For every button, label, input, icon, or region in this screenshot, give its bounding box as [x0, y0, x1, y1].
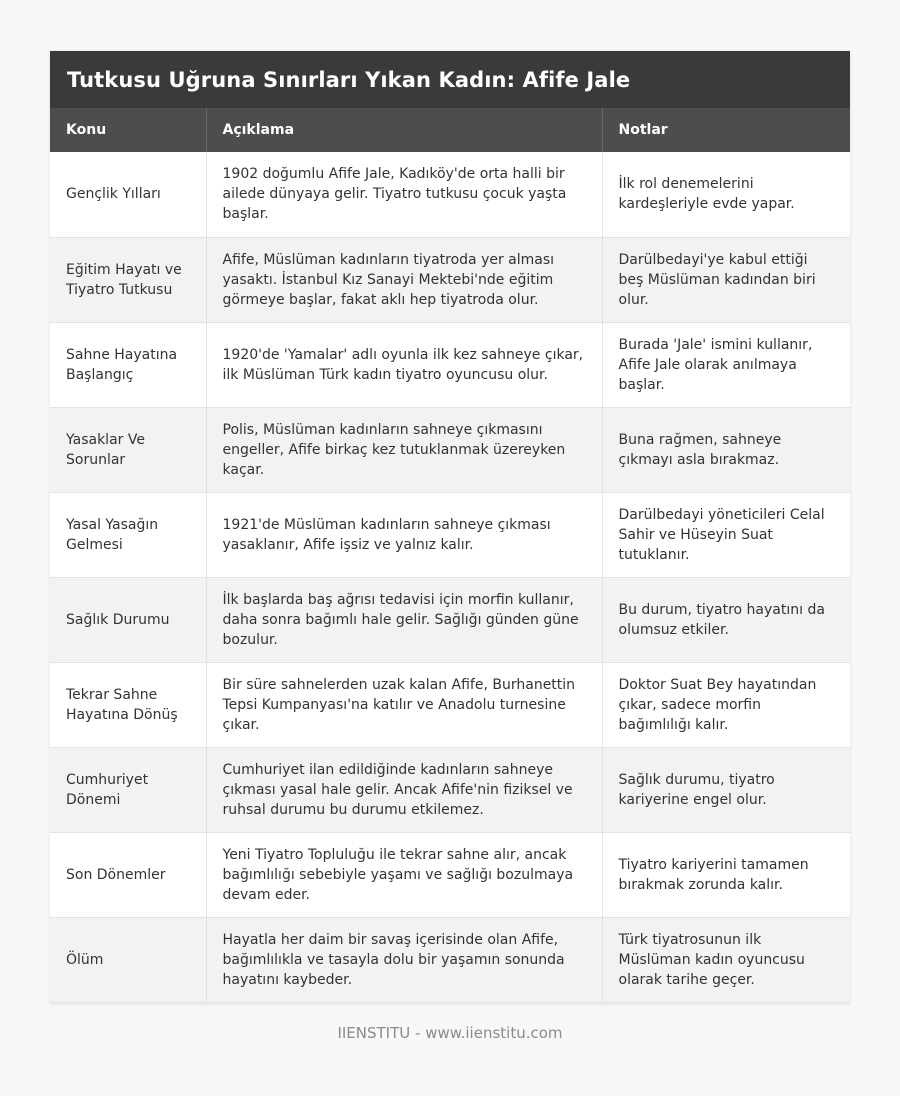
title-bar: [50, 51, 850, 108]
cell-aciklama: 1902 doğumlu Afife Jale, Kadıköy'de orta halli bir ailede dünyaya gelir. Tiyatro tutkusu çocuk yaşta başlar.: [206, 152, 602, 237]
cell-konu: Tekrar Sahne Hayatına Dönüş: [50, 662, 206, 747]
cell-konu: Ölüm: [50, 917, 206, 1002]
table-header-row: [50, 108, 850, 152]
cell-notlar: Tiyatro kariyerini tamamen bırakmak zorunda kalır.: [602, 832, 850, 917]
cell-notlar: Darülbedayi'ye kabul ettiği beş Müslüman kadından biri olur.: [602, 237, 850, 322]
cell-aciklama: Hayatla her daim bir savaş içerisinde olan Afife, bağımlılıkla ve tasayla dolu bir yaşamın sonunda hayatını kaybeder.: [206, 917, 602, 1002]
cell-konu: Gençlik Yılları: [50, 152, 206, 237]
column-header-aciklama: Açıklama: [206, 108, 602, 152]
cell-aciklama: İlk başlarda baş ağrısı tedavisi için morfin kullanır, daha sonra bağımlı hale gelir. Sağlığı günden güne bozulur.: [206, 577, 602, 662]
footer-credit: IIENSTITU - www.iienstitu.com: [337, 1024, 563, 1042]
cell-aciklama: 1920'de 'Yamalar' adlı oyunla ilk kez sahneye çıkar, ilk Müslüman Türk kadın tiyatro oyuncusu olur.: [206, 322, 602, 407]
cell-aciklama: Afife, Müslüman kadınların tiyatroda yer alması yasaktı. İstanbul Kız Sanayi Mektebi'nde eğitim görmeye başlar, fakat aklı hep tiyatroda olur.: [206, 237, 602, 322]
table-row: [50, 407, 850, 492]
table-row: [50, 577, 850, 662]
table-row: [50, 237, 850, 322]
table-row: [50, 662, 850, 747]
cell-konu: Yasaklar Ve Sorunlar: [50, 407, 206, 492]
cell-notlar: Darülbedayi yöneticileri Celal Sahir ve Hüseyin Suat tutuklanır.: [602, 492, 850, 577]
cell-konu: Son Dönemler: [50, 832, 206, 917]
cell-notlar: Doktor Suat Bey hayatından çıkar, sadece morfin bağımlılığı kalır.: [602, 662, 850, 747]
cell-aciklama: Yeni Tiyatro Topluluğu ile tekrar sahne alır, ancak bağımlılığı sebebiyle yaşamı ve sağlığı bozulmaya devam eder.: [206, 832, 602, 917]
cell-notlar: İlk rol denemelerini kardeşleriyle evde yapar.: [602, 152, 850, 237]
cell-aciklama: Cumhuriyet ilan edildiğinde kadınların sahneye çıkması yasal hale gelir. Ancak Afife'nin fiziksel ve ruhsal durumu bu durumu etkilemez.: [206, 747, 602, 832]
table-row: [50, 492, 850, 577]
cell-konu: Sağlık Durumu: [50, 577, 206, 662]
info-card: [50, 51, 850, 1003]
cell-konu: Eğitim Hayatı ve Tiyatro Tutkusu: [50, 237, 206, 322]
cell-notlar: Bu durum, tiyatro hayatını da olumsuz etkiler.: [602, 577, 850, 662]
cell-konu: Yasal Yasağın Gelmesi: [50, 492, 206, 577]
cell-konu: Cumhuriyet Dönemi: [50, 747, 206, 832]
cell-konu: Sahne Hayatına Başlangıç: [50, 322, 206, 407]
table-row: [50, 917, 850, 1002]
cell-aciklama: Polis, Müslüman kadınların sahneye çıkmasını engeller, Afife birkaç kez tutuklanmak üzereyken kaçar.: [206, 407, 602, 492]
cell-notlar: Sağlık durumu, tiyatro kariyerine engel olur.: [602, 747, 850, 832]
column-header-konu: Konu: [50, 108, 206, 152]
table-row: [50, 152, 850, 237]
cell-notlar: Buna rağmen, sahneye çıkmayı asla bırakmaz.: [602, 407, 850, 492]
cell-notlar: Burada 'Jale' ismini kullanır, Afife Jale olarak anılmaya başlar.: [602, 322, 850, 407]
column-header-notlar: Notlar: [602, 108, 850, 152]
cell-aciklama: 1921'de Müslüman kadınların sahneye çıkması yasaklanır, Afife işsiz ve yalnız kalır.: [206, 492, 602, 577]
data-table: [50, 108, 850, 1003]
cell-notlar: Türk tiyatrosunun ilk Müslüman kadın oyuncusu olarak tarihe geçer.: [602, 917, 850, 1002]
cell-aciklama: Bir süre sahnelerden uzak kalan Afife, Burhanettin Tepsi Kumpanyası'na katılır ve Anadolu turnesine çıkar.: [206, 662, 602, 747]
page-title: Tutkusu Uğruna Sınırları Yıkan Kadın: Afife Jale: [67, 67, 631, 92]
table-row: [50, 747, 850, 832]
table-row: [50, 322, 850, 407]
table-row: [50, 832, 850, 917]
